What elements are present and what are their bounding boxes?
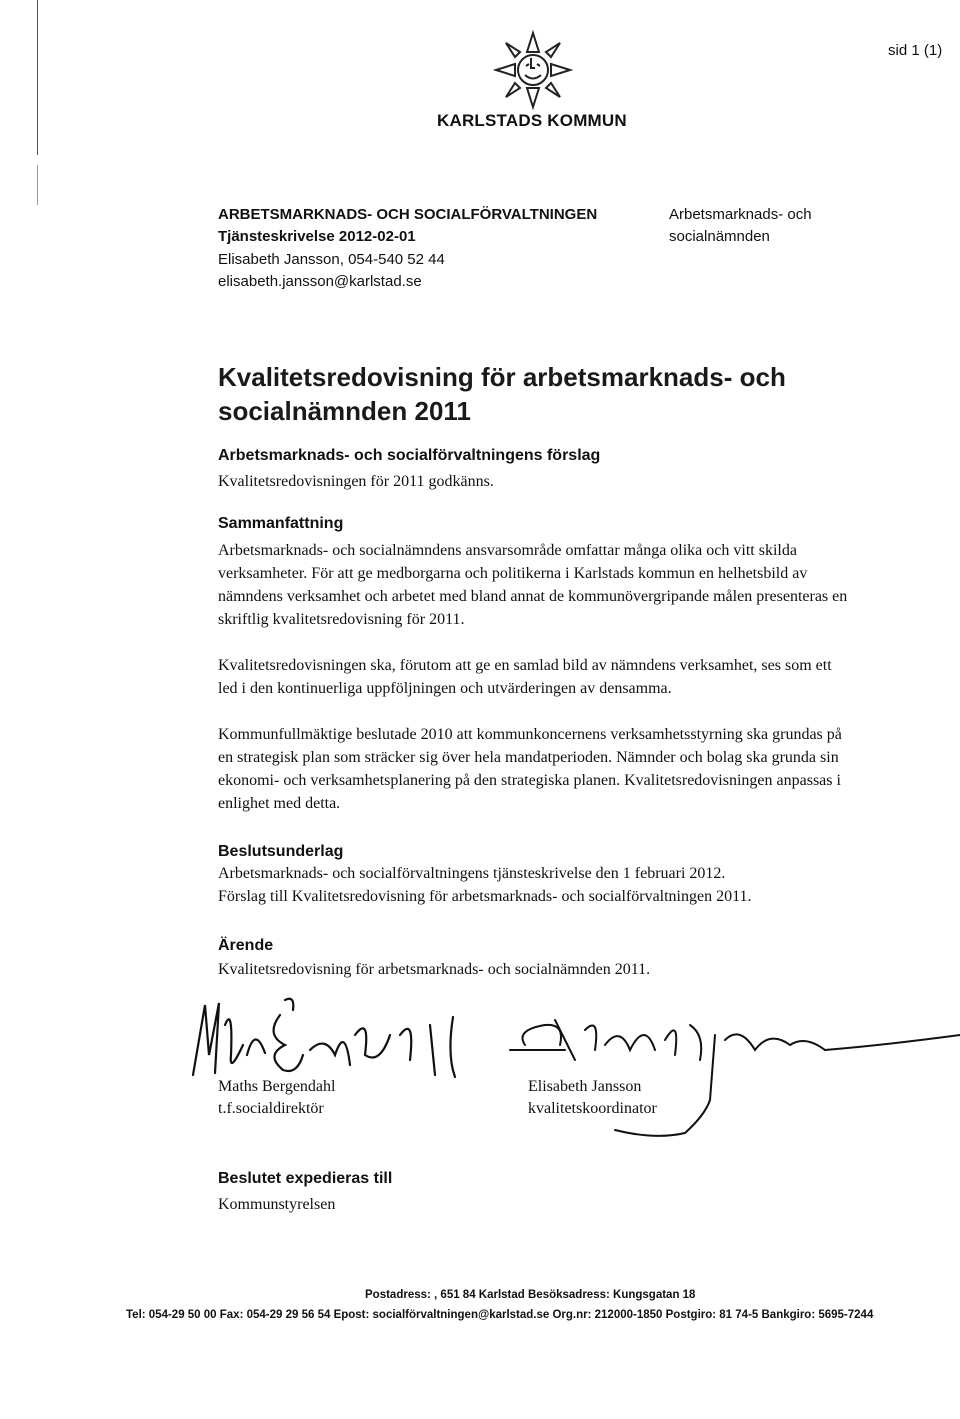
page-number: sid 1 (1) (888, 42, 943, 59)
dispatch-recipient: Kommunstyrelsen (218, 1196, 336, 1213)
recipient-line: Arbetsmarknads- och (669, 206, 812, 223)
signatory-name: Elisabeth Jansson (528, 1078, 642, 1095)
contact-email[interactable]: elisabeth.jansson@karlstad.se (218, 273, 422, 290)
proposal-heading: Arbetsmarknads- och socialförvaltningens förslag (218, 447, 601, 464)
matter-heading: Ärende (218, 937, 274, 954)
title-line: socialnämnden 2011 (218, 396, 471, 426)
sun-coat-of-arms-icon (493, 30, 573, 110)
matter-text: Kvalitetsredovisning för arbetsmarknads- och socialnämnden 2011. (218, 961, 651, 978)
dispatch-heading: Beslutet expedieras till (218, 1170, 393, 1187)
footer-address: Postadress: , 651 84 Karlstad Besöksadress: Kungsgatan 18 (365, 1289, 696, 1301)
signatory-role: kvalitetskoordinator (528, 1100, 657, 1117)
signatory-name: Maths Bergendahl (218, 1078, 336, 1095)
title-line: Kvalitetsredovisning för arbetsmarknads- och (218, 362, 786, 392)
recipient-line: socialnämnden (669, 228, 770, 245)
signatory-role: t.f.socialdirektör (218, 1100, 324, 1117)
signature-bergendahl (185, 995, 485, 1085)
proposal-text: Kvalitetsredovisningen för 2011 godkänns. (218, 473, 494, 490)
summary-paragraph: Kommunfullmäktige beslutade 2010 att kommunkoncernens verksamhetsstyrning ska grundas på en strategisk plan som sträcker sig över hela mandatperioden. Nämnder och bolag ska grunda sin ekonomi- och verksamhetsplanering på den strategiska planen. Kvalitetsredovisningen anpassas i enlighet med detta. (218, 726, 842, 812)
document-type-date: Tjänsteskrivelse 2012-02-01 (218, 228, 416, 245)
document-title (218, 360, 838, 428)
basis-heading: Beslutsunderlag (218, 843, 344, 860)
basis-line: Förslag till Kvalitetsredovisning för arbetsmarknads- och socialförvaltningen 2011. (218, 888, 752, 905)
margin-line (37, 165, 38, 205)
summary-paragraph: Arbetsmarknads- och socialnämndens ansvarsområde omfattar många olika och vitt skilda verksamheter. För att ge medborgarna och politikerna i Karlstads kommun en helhetsbild av nämndens verksamhet och arbetet med bland annat de kommunövergripande målen presenteras en skriftlig kvalitetsredovisning för 2011. (218, 542, 848, 628)
contact-info: Elisabeth Jansson, 054-540 52 44 (218, 251, 445, 268)
department-name: ARBETSMARKNADS- OCH SOCIALFÖRVALTNINGEN (218, 206, 598, 223)
signature-jansson (505, 1005, 960, 1145)
margin-line (37, 0, 38, 155)
summary-paragraph: Kvalitetsredovisningen ska, förutom att ge en samlad bild av nämndens verksamhet, ses som ett led i den kontinuerliga uppföljningen och utvärderingen av densamma. (218, 657, 832, 697)
org-name: KARLSTADS KOMMUN (437, 111, 627, 130)
summary-heading: Sammanfattning (218, 515, 344, 532)
footer-contact: Tel: 054-29 50 00 Fax: 054-29 29 56 54 Epost: socialförvaltningen@karlstad.se Org.nr: 212000-1850 Postgiro: 81 74-5 Bankgiro: 5695-7244 (126, 1309, 874, 1321)
basis-line: Arbetsmarknads- och socialförvaltningens tjänsteskrivelse den 1 februari 2012. (218, 865, 726, 882)
basis-body (218, 862, 848, 908)
summary-body (218, 539, 848, 815)
